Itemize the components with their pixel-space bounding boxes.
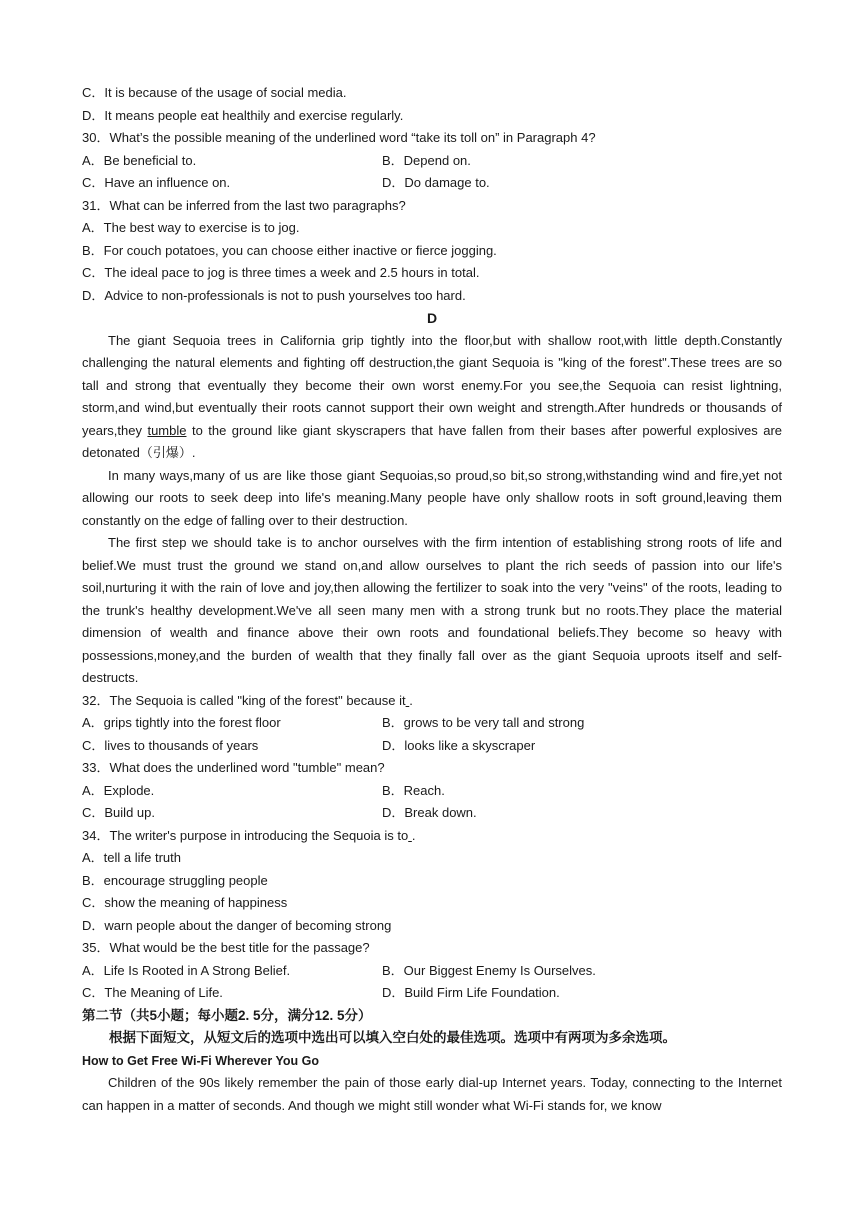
q32-stem-text: 32．The Sequoia is called "king of the forest" because it <box>82 692 406 708</box>
exam-page <box>82 82 782 1117</box>
q32-option-a: A．grips tightly into the forest floor <box>82 715 281 730</box>
q33-option-a: A．Explode. <box>82 782 155 798</box>
q31-option-b: B．For couch potatoes, you can choose either inactive or fierce jogging. <box>82 242 497 258</box>
q30-options-row1 <box>82 150 782 173</box>
q33-options-row2 <box>82 802 782 825</box>
q29-option-c: C．It is because of the usage of social media. <box>82 85 347 100</box>
q34-option-b: B．encourage struggling people <box>82 872 268 888</box>
q33-options-row1 <box>82 780 782 803</box>
section-2-instruction: 根据下面短文，从短文后的选项中选出可以填入空白处的最佳选项。选项中有两项为多余选项。 <box>109 1030 676 1045</box>
q35-stem: 35．What would be the best title for the passage? <box>82 940 370 955</box>
q35-options-row2 <box>82 982 782 1005</box>
passage-d-p1-text-before: The giant Sequoia trees in California grip tightly into the floor,but with shallow root,with little depth.Constantly challenging the natural elements and fighting off destruction,the giant Sequoia is "king of the forest".These trees are so tall and strong that eventually they become their own worst enemy.For you see,the Sequoia can resist lightning, storm,and wind,but eventually their roots cannot support their own weight and strength.After hundreds or thousands of years,they <box>82 332 782 438</box>
q33-option-d: D．Break down. <box>382 805 477 820</box>
article-paragraph-1: Children of the 90s likely remember the pain of those early dial-up Internet years. Today, connecting to the Internet can happen in a matter of seconds. And though we might still wonder what Wi-Fi stands for, we know <box>82 1075 782 1113</box>
q35-options-row1 <box>82 960 782 983</box>
passage-d-paragraph-3: The first step we should take is to anchor ourselves with the firm intention of establishing strong roots of life and belief.We must trust the ground we stand on,and allow ourselves to plant the rich seeds of passion into our life's soil,nurturing it with the rain of love and joy,then allowing the fertilizer to soak into the very "veins" of the roots, leading to the trunk's healthy development.We've all seen many men with a strong trunk but no roots.They place the material dimension of wealth and finance above their own roots and foundational beliefs.They become so heavy with possessions,money,and the burden of wealth that they finally fall over as the giant Sequoia uproots itself and self-destructs. <box>82 535 782 685</box>
q30-option-a: A．Be beneficial to. <box>82 152 197 168</box>
q30-stem: 30．What’s the possible meaning of the underlined word “take its toll on” in Paragraph 4? <box>82 130 596 145</box>
passage-d-paragraph-2: In many ways,many of us are like those giant Sequoias,so proud,so bit,so strong,withstanding wind and fire,yet not allowing our roots to seek deep into life's meaning.Many people have only shallow roots in soft ground,leaving them constantly on the edge of falling over to their destruction. <box>82 467 782 528</box>
q32-option-c: C．lives to thousands of years <box>82 737 259 753</box>
q33-stem: 33．What does the underlined word "tumble" mean? <box>82 760 385 775</box>
q34-stem <box>82 825 782 848</box>
q34-stem-text: 34．The writer's purpose in introducing the Sequoia is to <box>82 827 409 843</box>
q35-option-c: C．The Meaning of Life. <box>82 985 223 1000</box>
q30-option-b: B．Depend on. <box>382 152 471 168</box>
q31-option-d: D．Advice to non-professionals is not to push yourselves too hard. <box>82 287 466 303</box>
q32-options-row1 <box>82 712 782 735</box>
passage-d-paragraph-1 <box>82 330 782 465</box>
q32-stem <box>82 690 782 713</box>
q32-stem-end: . <box>409 692 413 708</box>
q32-options-row2 <box>82 735 782 758</box>
q30-option-c: C．Have an influence on. <box>82 175 231 190</box>
q34-option-a: A．tell a life truth <box>82 850 181 865</box>
q33-option-c: C．Build up. <box>82 805 155 820</box>
q31-option-c: C．The ideal pace to jog is three times a week and 2.5 hours in total. <box>82 265 480 280</box>
q31-option-a: A．The best way to exercise is to jog. <box>82 220 300 235</box>
q30-options-row2 <box>82 172 782 195</box>
q33-option-b: B．Reach. <box>382 782 445 798</box>
q35-option-b: B．Our Biggest Enemy Is Ourselves. <box>382 962 596 978</box>
q30-option-d: D．Do damage to. <box>382 175 490 190</box>
q31-stem: 31．What can be inferred from the last two paragraphs? <box>82 197 406 213</box>
passage-d-heading: D <box>426 310 438 326</box>
q29-option-d: D．It means people eat healthily and exercise regularly. <box>82 107 404 123</box>
underlined-word-tumble: tumble <box>147 422 187 438</box>
q32-option-b: B．grows to be very tall and strong <box>382 715 585 730</box>
section-2-title: 第二节（共5小题；每小题2. 5分，满分12. 5分） <box>82 1007 372 1023</box>
passage-d-p1-text-after: to the ground like giant skyscrapers that have fallen from their bases after powerful explosives are detonated（引爆）. <box>82 422 782 460</box>
q34-option-d: D．warn people about the danger of becoming strong <box>82 917 392 933</box>
q32-option-d: D．looks like a skyscraper <box>382 737 536 753</box>
q34-option-c: C．show the meaning of happiness <box>82 895 288 910</box>
article-title: How to Get Free Wi-Fi Wherever You Go <box>82 1053 319 1068</box>
q35-option-a: A．Life Is Rooted in A Strong Belief. <box>82 962 291 978</box>
q35-option-d: D．Build Firm Life Foundation. <box>382 985 560 1000</box>
q34-stem-end: . <box>411 827 416 843</box>
